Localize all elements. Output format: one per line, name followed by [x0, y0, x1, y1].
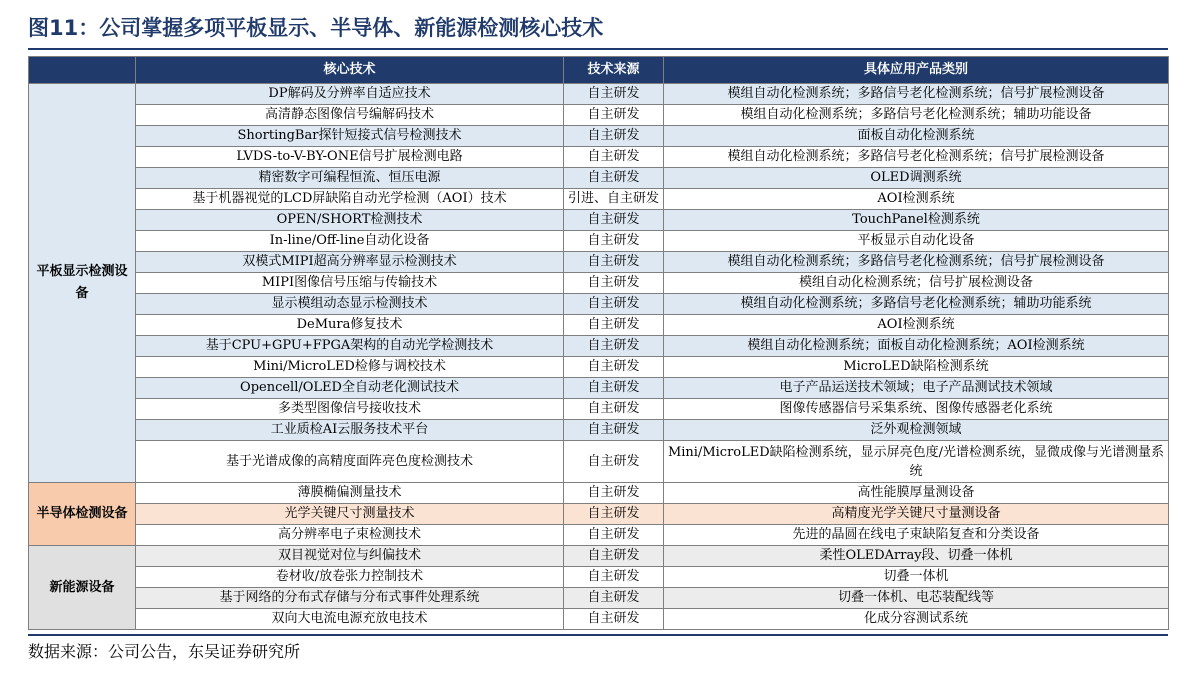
product-cell: 化成分容测试系统 — [664, 609, 1169, 630]
tech-cell: MIPI图像信号压缩与传输技术 — [136, 273, 564, 294]
tech-cell: 高分辨率电子束检测技术 — [136, 525, 564, 546]
tech-cell: 光学关键尺寸测量技术 — [136, 504, 564, 525]
tech-cell: OPEN/SHORT检测技术 — [136, 210, 564, 231]
tech-cell: DP解码及分辨率自适应技术 — [136, 84, 564, 105]
page-title: 图11：公司掌握多项平板显示、半导体、新能源检测核心技术 — [28, 8, 1168, 50]
source-cell: 自主研发 — [564, 546, 664, 567]
source-cell: 自主研发 — [564, 483, 664, 504]
source-cell: 自主研发 — [564, 399, 664, 420]
table-row — [29, 441, 1169, 483]
source-cell: 自主研发 — [564, 588, 664, 609]
table-row — [29, 189, 1169, 210]
tech-cell: 薄膜椭偏测量技术 — [136, 483, 564, 504]
bottom-rule — [28, 634, 1168, 636]
source-cell: 自主研发 — [564, 336, 664, 357]
header-tech-source: 技术来源 — [564, 57, 664, 84]
table-row — [29, 147, 1169, 168]
table-row — [29, 273, 1169, 294]
source-cell: 自主研发 — [564, 273, 664, 294]
table-row — [29, 567, 1169, 588]
product-cell: 高精度光学关键尺寸量测设备 — [664, 504, 1169, 525]
source-cell: 自主研发 — [564, 84, 664, 105]
category-cell: 半导体检测设备 — [29, 483, 136, 546]
product-cell: AOI检测系统 — [664, 189, 1169, 210]
product-cell: 模组自动化检测系统；多路信号老化检测系统；信号扩展检测设备 — [664, 252, 1169, 273]
tech-cell: 双目视觉对位与纠偏技术 — [136, 546, 564, 567]
source-cell: 自主研发 — [564, 441, 664, 483]
source-cell: 自主研发 — [564, 105, 664, 126]
product-cell: 图像传感器信号采集系统、图像传感器老化系统 — [664, 399, 1169, 420]
source-cell: 自主研发 — [564, 147, 664, 168]
table-row — [29, 546, 1169, 567]
table-row — [29, 252, 1169, 273]
tech-table — [28, 56, 1169, 630]
product-cell: OLED调测系统 — [664, 168, 1169, 189]
table-row — [29, 231, 1169, 252]
table-header-row — [29, 57, 1169, 84]
table-row — [29, 357, 1169, 378]
product-cell: AOI检测系统 — [664, 315, 1169, 336]
table-row — [29, 525, 1169, 546]
product-cell: Mini/MicroLED缺陷检测系统，显示屏亮色度/光谱检测系统，显微成像与光谱测量系统 — [664, 441, 1169, 483]
table-row — [29, 315, 1169, 336]
product-cell: 模组自动化检测系统；多路信号老化检测系统；辅助功能系统 — [664, 294, 1169, 315]
source-cell: 自主研发 — [564, 126, 664, 147]
table-row — [29, 609, 1169, 630]
table-row — [29, 504, 1169, 525]
tech-cell: 基于网络的分布式存储与分布式事件处理系统 — [136, 588, 564, 609]
product-cell: 电子产品运送技术领域；电子产品测试技术领域 — [664, 378, 1169, 399]
source-cell: 自主研发 — [564, 609, 664, 630]
table-row — [29, 336, 1169, 357]
tech-cell: LVDS-to-V-BY-ONE信号扩展检测电路 — [136, 147, 564, 168]
source-cell: 自主研发 — [564, 252, 664, 273]
source-cell: 自主研发 — [564, 168, 664, 189]
source-cell: 自主研发 — [564, 420, 664, 441]
product-cell: 平板显示自动化设备 — [664, 231, 1169, 252]
product-cell: 先进的晶圆在线电子束缺陷复查和分类设备 — [664, 525, 1169, 546]
group-new-energy — [29, 546, 1169, 630]
tech-cell: In-line/Off-line自动化设备 — [136, 231, 564, 252]
product-cell: MicroLED缺陷检测系统 — [664, 357, 1169, 378]
product-cell: TouchPanel检测系统 — [664, 210, 1169, 231]
table-row — [29, 378, 1169, 399]
product-cell: 泛外观检测领域 — [664, 420, 1169, 441]
source-cell: 自主研发 — [564, 504, 664, 525]
source-cell: 自主研发 — [564, 357, 664, 378]
header-product-category: 具体应用产品类别 — [664, 57, 1169, 84]
header-category — [29, 57, 136, 84]
product-cell: 模组自动化检测系统；多路信号老化检测系统；信号扩展检测设备 — [664, 147, 1169, 168]
product-cell: 切叠一体机、电芯装配线等 — [664, 588, 1169, 609]
table-row — [29, 84, 1169, 105]
tech-cell: 卷材收/放卷张力控制技术 — [136, 567, 564, 588]
tech-cell: Opencell/OLED全自动老化测试技术 — [136, 378, 564, 399]
category-cell: 平板显示检测设备 — [29, 84, 136, 483]
table-row — [29, 399, 1169, 420]
tech-cell: Mini/MicroLED检修与调校技术 — [136, 357, 564, 378]
source-cell: 自主研发 — [564, 294, 664, 315]
table-row — [29, 588, 1169, 609]
product-cell: 模组自动化检测系统；多路信号老化检测系统；辅助功能设备 — [664, 105, 1169, 126]
category-cell: 新能源设备 — [29, 546, 136, 630]
product-cell: 高性能膜厚量测设备 — [664, 483, 1169, 504]
tech-cell: 工业质检AI云服务技术平台 — [136, 420, 564, 441]
tech-cell: 高清静态图像信号编解码技术 — [136, 105, 564, 126]
source-cell: 自主研发 — [564, 231, 664, 252]
header-core-tech: 核心技术 — [136, 57, 564, 84]
source-cell: 自主研发 — [564, 567, 664, 588]
product-cell: 模组自动化检测系统；信号扩展检测设备 — [664, 273, 1169, 294]
tech-cell: 双模式MIPI超高分辨率显示检测技术 — [136, 252, 564, 273]
source-note: 数据来源：公司公告，东吴证券研究所 — [28, 642, 301, 661]
source-cell: 自主研发 — [564, 315, 664, 336]
product-cell: 模组自动化检测系统；面板自动化检测系统；AOI检测系统 — [664, 336, 1169, 357]
source-cell: 自主研发 — [564, 378, 664, 399]
tech-cell: 双向大电流电源充放电技术 — [136, 609, 564, 630]
source-cell: 自主研发 — [564, 210, 664, 231]
product-cell: 面板自动化检测系统 — [664, 126, 1169, 147]
tech-cell: 显示模组动态显示检测技术 — [136, 294, 564, 315]
product-cell: 切叠一体机 — [664, 567, 1169, 588]
source-cell: 自主研发 — [564, 525, 664, 546]
source-cell: 引进、自主研发 — [564, 189, 664, 210]
table-row — [29, 483, 1169, 504]
table-row — [29, 294, 1169, 315]
tech-cell: 基于机器视觉的LCD屏缺陷自动光学检测（AOI）技术 — [136, 189, 564, 210]
tech-cell: 基于CPU+GPU+FPGA架构的自动光学检测技术 — [136, 336, 564, 357]
product-cell: 模组自动化检测系统；多路信号老化检测系统；信号扩展检测设备 — [664, 84, 1169, 105]
table-row — [29, 168, 1169, 189]
tech-cell: 精密数字可编程恒流、恒压电源 — [136, 168, 564, 189]
table-row — [29, 210, 1169, 231]
group-semiconductor — [29, 483, 1169, 546]
group-flat-panel — [29, 84, 1169, 483]
table-row — [29, 126, 1169, 147]
tech-cell: DeMura修复技术 — [136, 315, 564, 336]
tech-cell: 多类型图像信号接收技术 — [136, 399, 564, 420]
product-cell: 柔性OLEDArray段、切叠一体机 — [664, 546, 1169, 567]
tech-cell: ShortingBar探针短接式信号检测技术 — [136, 126, 564, 147]
tech-cell: 基于光谱成像的高精度面阵亮色度检测技术 — [136, 441, 564, 483]
table-row — [29, 105, 1169, 126]
table-row — [29, 420, 1169, 441]
